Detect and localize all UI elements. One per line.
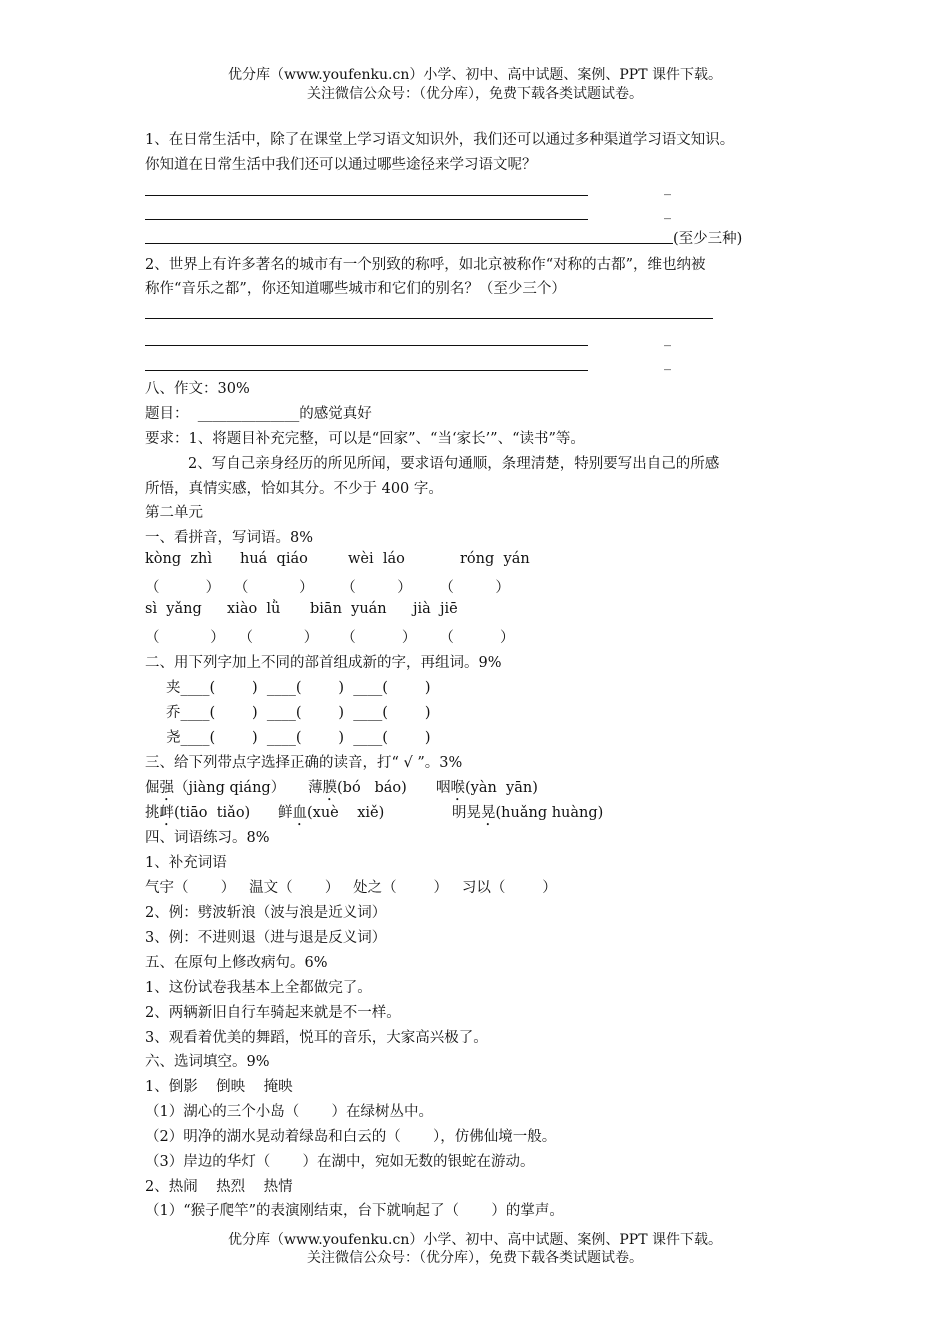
sentence-item: 2、两辆新旧自行车骑起来就是不一样。	[145, 1005, 401, 1021]
word-part: 薄	[308, 780, 323, 796]
page-footer-line2: 关注微信公众号：（优分库），免费下载各类试题试卷。	[307, 1250, 643, 1266]
pinyin-options: (tiāo tiǎo)	[174, 805, 251, 821]
dotted-char: 晃	[481, 805, 496, 821]
pinyin-4: róng yán	[460, 551, 530, 567]
q1-answer-dash-1: _	[664, 180, 671, 196]
q1-answer-dash-2: _	[664, 204, 671, 220]
q2-answer-line-3[interactable]	[145, 370, 588, 371]
pinyin-3: wèi láo	[348, 551, 405, 567]
composition-title: 题目： ______________的感觉真好	[145, 406, 372, 422]
pinyin-7: biān yuán	[310, 601, 387, 617]
radical-char: 乔	[166, 705, 181, 721]
pinyin-options: (huǎng huàng)	[495, 805, 604, 821]
unit-title: 第二单元	[145, 505, 203, 521]
reading-item[interactable]	[308, 776, 407, 804]
radical-row	[166, 726, 431, 747]
sentence-item: 3、观看着优美的舞蹈，悦耳的音乐，大家高兴极了。	[145, 1030, 488, 1046]
section2-heading: 二、用下列字加上不同的部首组成新的字，再组词。9%	[145, 655, 502, 671]
reading-item[interactable]	[145, 776, 285, 804]
composition-requirement-2: 2、写自己亲身经历的所见所闻，要求语句通顺，条理清楚，特别要写出自己的所感	[188, 456, 720, 472]
pinyin-6: xiào lǜ	[227, 601, 281, 617]
pinyin-2: huá qiáo	[240, 551, 308, 567]
fill-item[interactable]: （1）“猴子爬竿”的表演刚结束，台下就响起了（ ）的掌声。	[145, 1203, 564, 1219]
q2-answer-dash-2: _	[664, 331, 671, 347]
word-part: 鲜	[278, 805, 293, 821]
radical-blanks[interactable]: ____( ) ____( ) ____( )	[180, 680, 431, 696]
dotted-char: 血	[292, 805, 307, 821]
q1-text-line2: 你知道在日常生活中我们还可以通过哪些途径来学习语文呢？	[145, 157, 537, 173]
reading-item[interactable]	[452, 801, 603, 829]
pinyin-8: jià jiē	[413, 601, 458, 617]
radical-blanks[interactable]: ____( ) ____( ) ____( )	[180, 730, 431, 746]
section4-sub2: 2、例：劈波斩浪（波与浪是近义词）	[145, 905, 387, 921]
word-choices-2: 2、热闹 热烈 热情	[145, 1179, 293, 1195]
pinyin-options: (xuè xiě)	[307, 805, 385, 821]
radical-char: 尧	[166, 730, 181, 746]
q2-answer-line-1[interactable]	[145, 318, 713, 319]
radical-row	[166, 701, 431, 722]
q1-answer-line-2[interactable]	[145, 219, 588, 220]
radical-row	[166, 676, 431, 697]
dotted-char: 强	[159, 780, 174, 796]
dotted-char: 膜	[322, 780, 337, 796]
q2-answer-dash-3: _	[664, 355, 671, 371]
word-part: 咽	[436, 780, 451, 796]
q2-text-line1: 2、世界上有许多著名的城市有一个别致的称呼，如北京被称作“对称的古都”，维也纳被	[145, 257, 706, 273]
fill-item[interactable]: （3）岸边的华灯（ ）在湖中，宛如无数的银蛇在游动。	[145, 1154, 535, 1170]
page-header-line1: 优分库（www.youfenku.cn）小学、初中、高中试题、案例、PPT 课件下载。	[227, 67, 722, 83]
answer-parens-row1[interactable]: （ ） （ ） （ ） （ ）	[145, 580, 510, 596]
dotted-char: 衅	[159, 805, 174, 821]
word-choices-1: 1、倒影 倒映 掩映	[145, 1079, 293, 1095]
answer-parens-row2[interactable]: （ ） （ ） （ ） （ ）	[145, 630, 515, 646]
pinyin-5: sì yǎng	[145, 601, 202, 617]
reading-item[interactable]	[436, 776, 538, 804]
radical-char: 夹	[166, 680, 181, 696]
word-part: 倔	[145, 780, 160, 796]
section1-heading: 一、看拼音，写词语。8%	[145, 530, 314, 546]
pinyin-options: （jiàng qiáng）	[174, 780, 286, 796]
reading-item[interactable]	[278, 801, 384, 829]
composition-requirement-1: 要求：1、将题目补充完整，可以是“回家”、“当‘家长’”、“读书”等。	[145, 431, 585, 447]
section6-heading: 六、选词填空。9%	[145, 1054, 270, 1070]
section4-sub3: 3、例：不进则退（进与退是反义词）	[145, 930, 387, 946]
word-part: 明晃	[452, 805, 481, 821]
word-part: 挑	[145, 805, 160, 821]
fill-item[interactable]: （1）湖心的三个小岛（ ）在绿树丛中。	[145, 1104, 433, 1120]
pinyin-options: (bó báo)	[337, 780, 407, 796]
q1-answer-note: (至少三种)	[673, 231, 743, 247]
pinyin-options: (yàn yān)	[465, 780, 538, 796]
q2-text-line2: 称作“音乐之都”，你还知道哪些城市和它们的别名？（至少三个）	[145, 281, 566, 297]
q1-answer-line-3[interactable]	[145, 243, 673, 244]
section5-heading: 五、在原句上修改病句。6%	[145, 955, 328, 971]
section3-heading: 三、给下列带点字选择正确的读音，打“ √ ”。3%	[145, 755, 463, 771]
q2-answer-line-2[interactable]	[145, 345, 588, 346]
section4-sub1: 1、补充词语	[145, 855, 227, 871]
q1-answer-line-1[interactable]	[145, 195, 588, 196]
composition-heading: 八、作文：30%	[145, 381, 250, 397]
dotted-char: 喉	[450, 780, 465, 796]
pinyin-1: kòng zhì	[145, 551, 212, 567]
reading-item[interactable]	[145, 801, 250, 829]
radical-blanks[interactable]: ____( ) ____( ) ____( )	[180, 705, 431, 721]
fill-item[interactable]: （2）明净的湖水晃动着绿岛和白云的（ ），仿佛仙境一般。	[145, 1129, 557, 1145]
section4-fill-blanks[interactable]: 气宇（ ） 温文（ ） 处之（ ） 习以（ ）	[145, 880, 557, 896]
sentence-item: 1、这份试卷我基本上全都做完了。	[145, 980, 372, 996]
composition-requirement-2-cont: 所悟，真情实感，恰如其分。不少于 400 字。	[145, 481, 443, 497]
section4-heading: 四、词语练习。8%	[145, 830, 270, 846]
page-footer-line1: 优分库（www.youfenku.cn）小学、初中、高中试题、案例、PPT 课件下载。	[227, 1232, 722, 1248]
q1-text-line1: 1、在日常生活中，除了在课堂上学习语文知识外，我们还可以通过多种渠道学习语文知识。	[145, 132, 735, 148]
page-header-line2: 关注微信公众号：（优分库），免费下载各类试题试卷。	[307, 86, 643, 102]
